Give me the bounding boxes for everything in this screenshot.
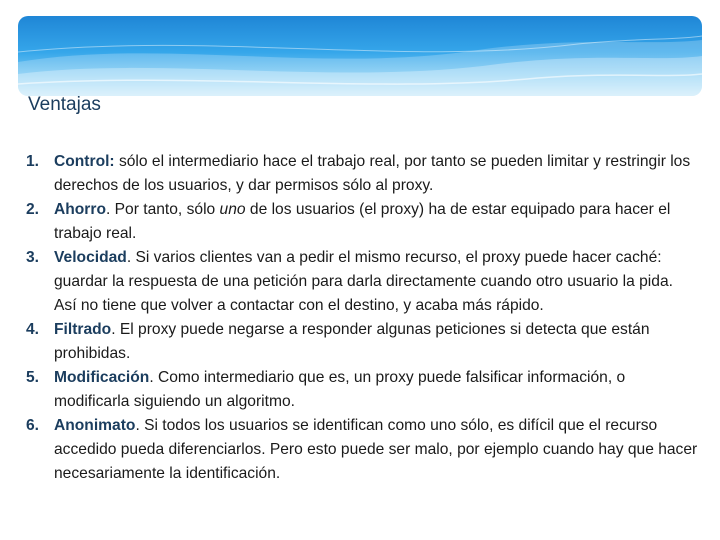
list-item-modificacion (26, 366, 698, 414)
item-number: 1. (26, 153, 40, 170)
item-number: 2. (26, 201, 40, 218)
item-number: 6. (26, 417, 40, 434)
item-term: Ahorro (54, 201, 106, 218)
list-item-velocidad (26, 246, 698, 318)
list-item-anonimato (26, 414, 698, 486)
list-item-control (26, 150, 698, 198)
item-emphasis: uno (219, 201, 246, 218)
item-term: Velocidad (54, 249, 127, 266)
item-text: de los usuarios (el proxy) ha de estar equipado para hacer el trabajo real. (54, 201, 671, 242)
item-number: 3. (26, 249, 40, 266)
advantages-list (26, 150, 698, 486)
header-banner (18, 16, 702, 96)
item-term: Filtrado (54, 321, 112, 338)
item-text: . Como intermediario que es, un proxy puede falsificar información, o modificarla siguiendo un algoritmo. (54, 369, 626, 410)
item-text: . Si todos los usuarios se identifican como uno sólo, es difícil que el recurso accedido pueda diferenciarlos. Pero esto puede ser malo, por ejemplo cuando hay que hacer necesariamente la identificación. (54, 417, 698, 482)
item-term: Anonimato (54, 417, 136, 434)
list-item-ahorro (26, 198, 698, 246)
item-term: Modificación (54, 369, 150, 386)
item-text: . Si varios clientes van a pedir el mismo recurso, el proxy puede hacer caché: guardar la respuesta de una petición para darla directamente cuando otro usuario la pida. Así no tiene que volver a contactar con el destino, y acaba más rápido. (54, 249, 673, 314)
item-text: sólo el intermediario hace el trabajo real, por tanto se pueden limitar y restringir los derechos de los usuarios, y dar permisos sólo al proxy. (54, 153, 691, 194)
item-term: Control: (54, 153, 115, 170)
slide-title: Ventajas (28, 94, 101, 115)
item-number: 5. (26, 369, 40, 386)
item-number: 4. (26, 321, 40, 338)
banner-wave-decoration (18, 16, 702, 96)
item-text: . Por tanto, sólo (105, 201, 220, 218)
list-item-filtrado (26, 318, 698, 366)
item-text: . El proxy puede negarse a responder algunas peticiones si detecta que están prohibidas. (54, 321, 650, 362)
